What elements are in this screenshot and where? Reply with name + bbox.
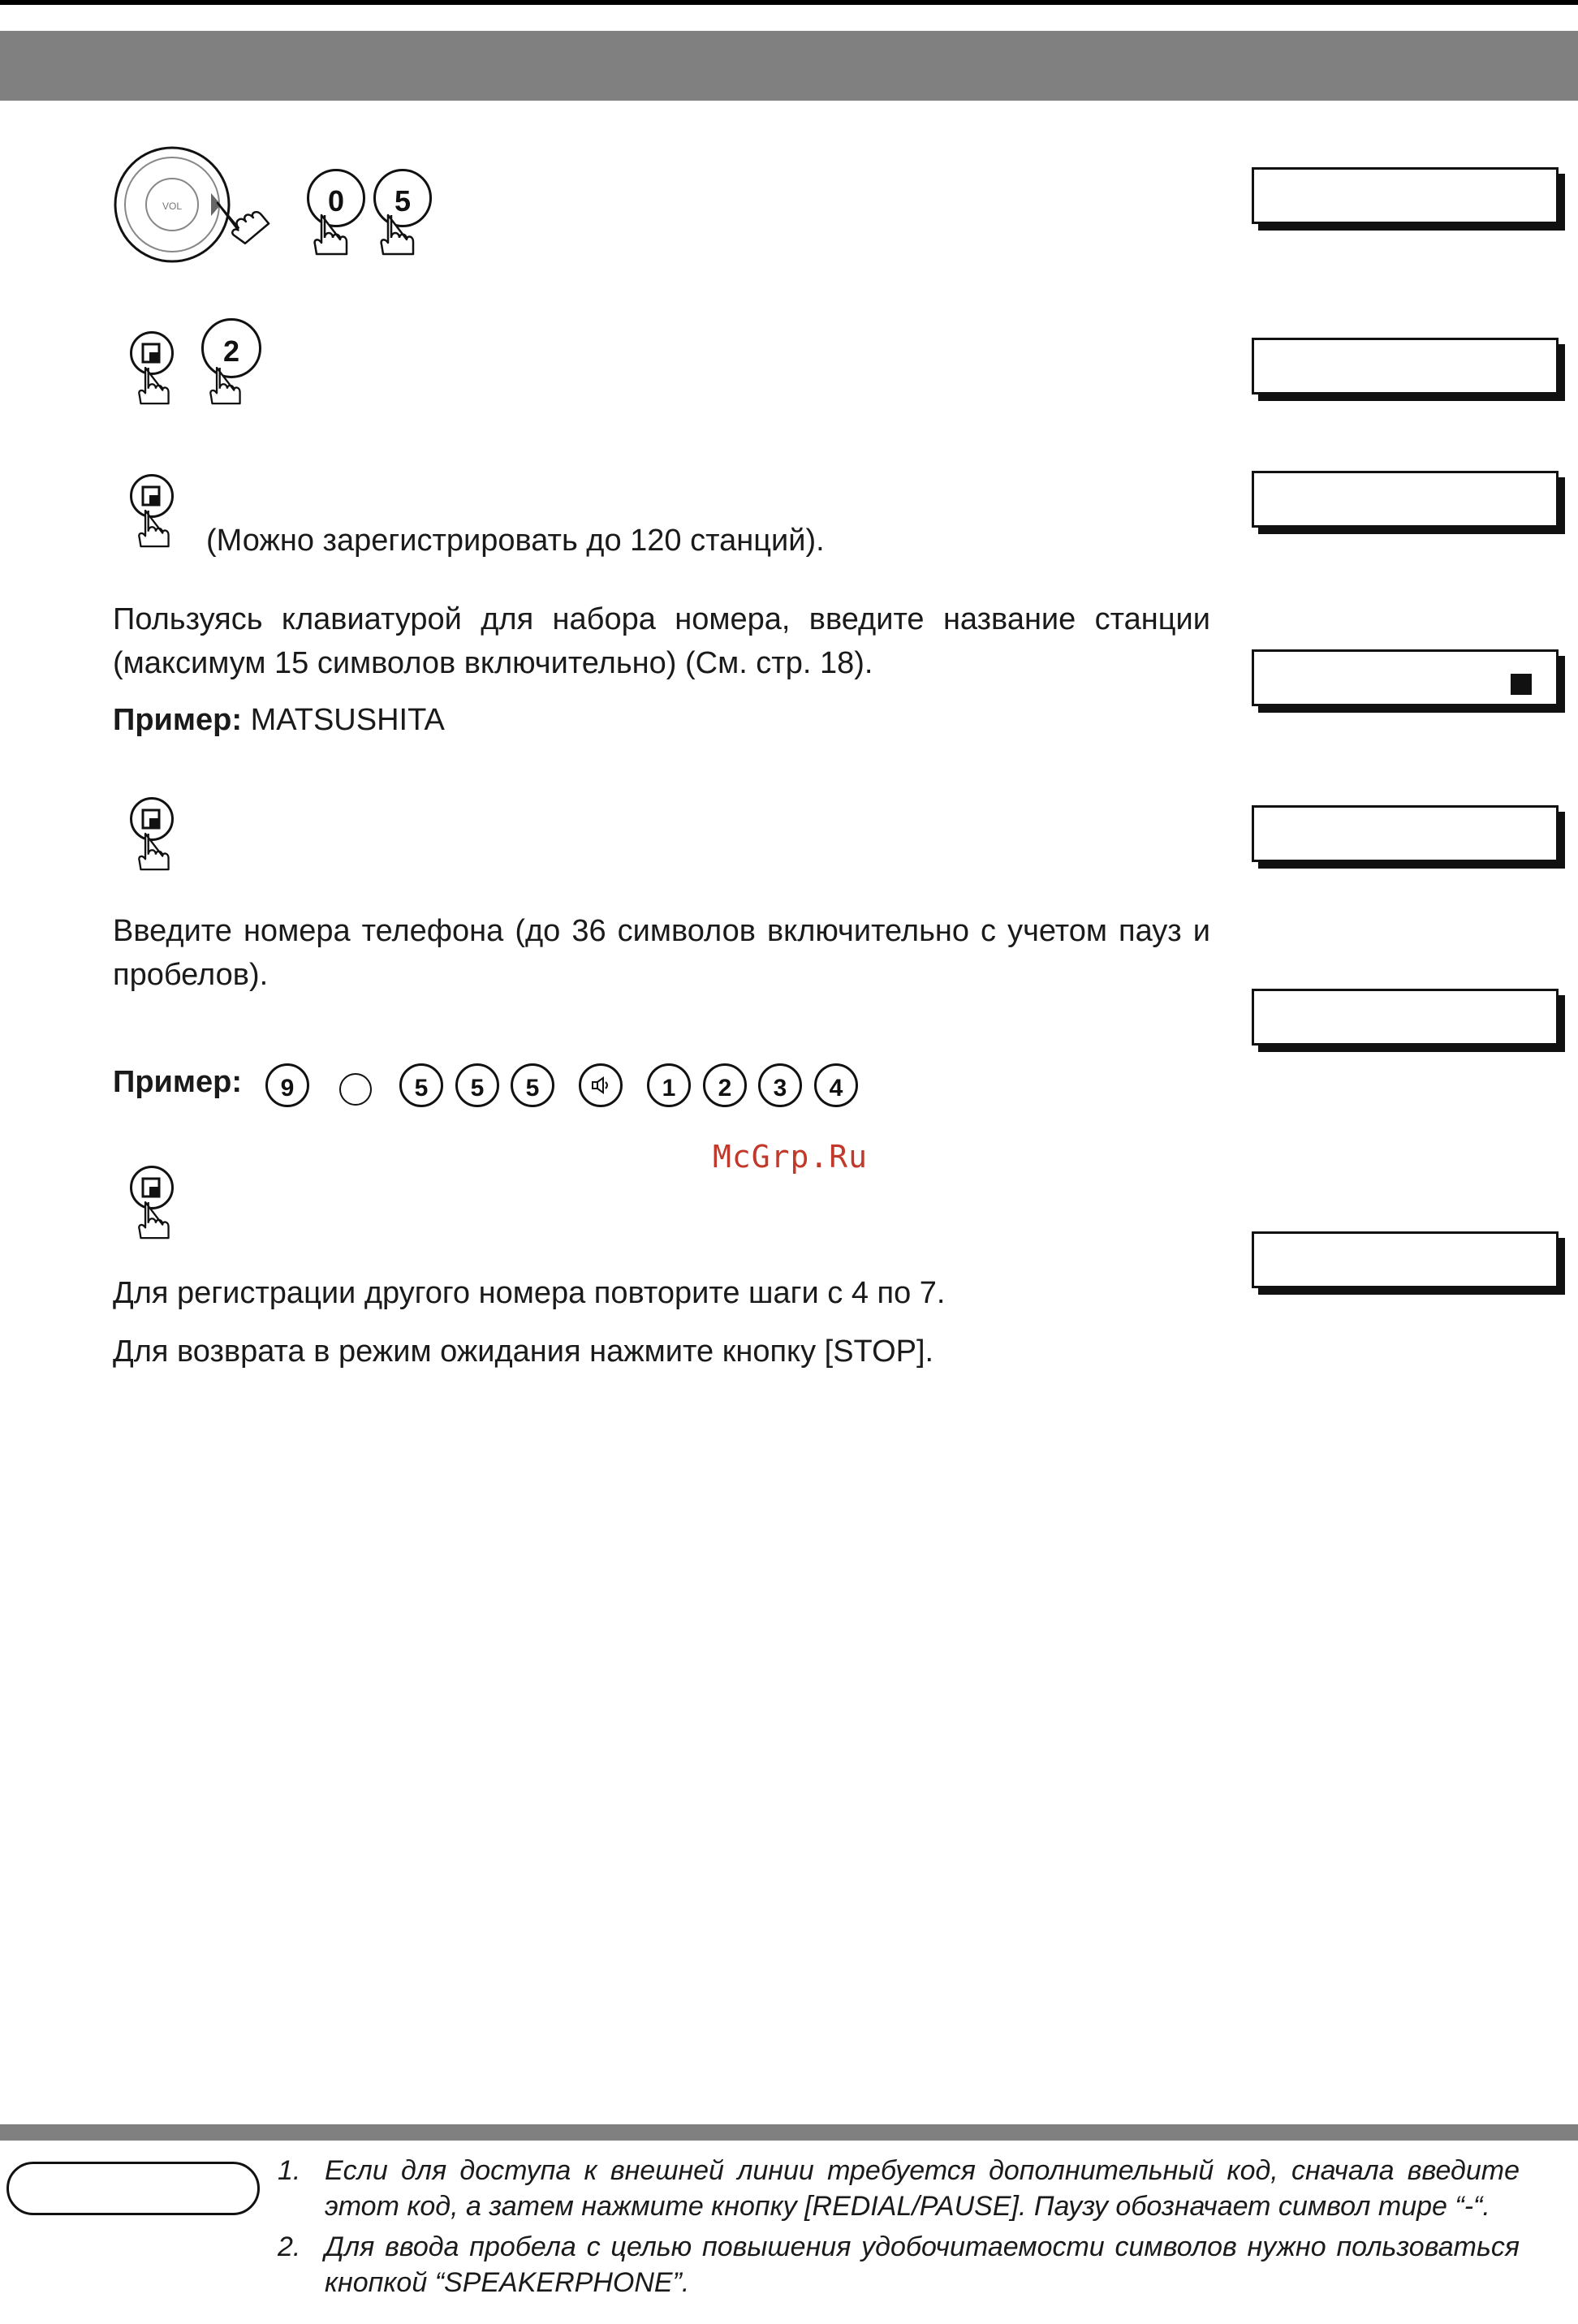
set-key-icon [141, 485, 162, 507]
note-number: 1. [278, 2155, 301, 2186]
lcd-display-7 [1252, 1231, 1559, 1288]
repeat-text: Для регистрации другого номера повторите шаги с 4 по 7. [113, 1276, 946, 1310]
step3-note: (Можно зарегистрировать до 120 станций). [206, 524, 825, 558]
top-rule [0, 0, 1578, 5]
lcd-display-6 [1252, 989, 1559, 1046]
note-number: 2. [278, 2231, 301, 2262]
hand-press-icon [312, 211, 352, 260]
digit-key: 2 [703, 1063, 747, 1107]
hand-press-icon [136, 507, 174, 552]
set-key-icon [141, 1177, 162, 1198]
hand-press-icon [208, 364, 245, 409]
lcd-display-3 [1252, 471, 1559, 528]
digit-key: 5 [511, 1063, 554, 1107]
notes [278, 2153, 1520, 2305]
key-0[interactable]: 0 [307, 169, 365, 227]
dial-pad-icon [114, 146, 276, 276]
digit-key: 5 [399, 1063, 443, 1107]
hand-press-icon [136, 830, 174, 875]
example-value: MATSUSHITA [250, 703, 445, 737]
step4-text: Пользуясь клавиатурой для набора номера, введите название станции (максимум 15 символов включительно) (См. стр. 18). [113, 602, 1210, 680]
step4-example [113, 698, 445, 742]
step6-example-label: Пример: [113, 1065, 242, 1099]
digit-key: 5 [455, 1063, 499, 1107]
note-text: Для ввода пробела с целью повышения удобочитаемости символов нужно пользоваться кнопкой “SPEAKERPHONE”. [325, 2231, 1520, 2298]
hand-press-icon [136, 1198, 174, 1244]
lcd-display-4 [1252, 649, 1559, 706]
watermark: McGrp.Ru [713, 1139, 869, 1175]
note-text: Если для доступа к внешней линии требуется дополнительный код, сначала введите этот код, а затем нажмите кнопку [REDIAL/PAUSE]. Паузу обозначает символ тире “-“. [325, 2155, 1520, 2222]
speakerphone-icon [590, 1075, 611, 1096]
step6-text: Введите номера телефона (до 36 символов включительно с учетом пауз и пробелов). [113, 914, 1210, 992]
lcd-display-1 [1252, 167, 1559, 224]
hand-press-icon [136, 364, 174, 409]
note-item [278, 2153, 1520, 2224]
digit-key: 4 [814, 1063, 858, 1107]
note-label-box [6, 2162, 260, 2215]
digit-key: 3 [758, 1063, 802, 1107]
footer-bar [0, 2124, 1578, 2141]
key-2[interactable]: 2 [201, 318, 261, 378]
cursor-block [1511, 674, 1532, 695]
lcd-display-5 [1252, 805, 1559, 862]
set-key-icon [141, 808, 162, 830]
digit-key: 1 [647, 1063, 691, 1107]
digit-key: 9 [265, 1063, 309, 1107]
stop-text: Для возврата в режим ожидания нажмите кнопку [STOP]. [113, 1334, 934, 1369]
pause-dash-icon [339, 1073, 372, 1106]
key-5[interactable]: 5 [373, 169, 432, 227]
hand-press-icon [378, 211, 419, 260]
set-key-icon [141, 343, 162, 364]
note-item [278, 2229, 1520, 2300]
example-label: Пример: [113, 703, 242, 737]
header-bar [0, 31, 1578, 101]
svg-text:VOL: VOL [162, 200, 183, 212]
lcd-display-2 [1252, 338, 1559, 395]
